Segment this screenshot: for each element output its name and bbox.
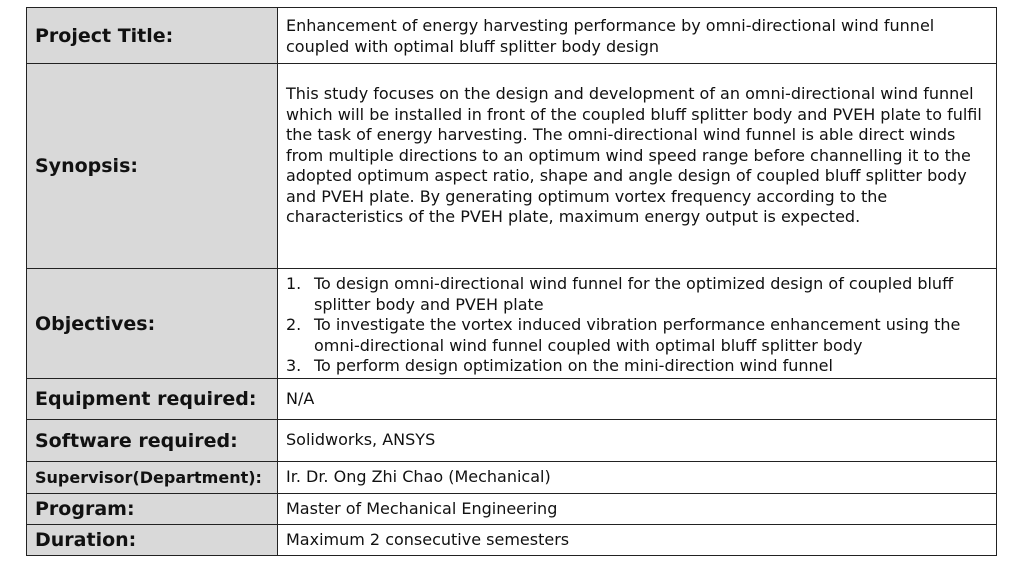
project-title-label: Project Title: [27,8,278,64]
objectives-value-cell [278,269,997,379]
software-value: Solidworks, ANSYS [278,420,997,462]
row-objectives [27,269,997,379]
synopsis-value-cell [278,64,997,269]
duration-label: Duration: [27,525,278,556]
program-label: Program: [27,494,278,525]
objectives-label: Objectives: [27,269,278,379]
objective-number: 2. [286,315,302,334]
equipment-label: Equipment required: [27,379,278,420]
synopsis-value: This study focuses on the design and development of an omni-directional wind funnel which will be installed in front of the coupled bluff splitter body and PVEH plate to fulfil the task of energy harvesting. The omni-directional wind funnel is able direct winds from multiple directions to an optimum wind speed range before channelling it to the adopted optimum aspect ratio, shape and angle design of coupled bluff splitter body and PVEH plate. By generating optimum vortex frequency according to the characteristics of the PVEH plate, maximum energy output is expected. [286,84,982,226]
row-synopsis [27,64,997,269]
objective-number: 3. [286,356,302,375]
software-label: Software required: [27,420,278,462]
objective-text: To investigate the vortex induced vibration performance enhancement using the omni-directional wind funnel coupled with optimal bluff splitter body [314,315,961,355]
objective-item [286,274,990,315]
row-program [27,494,997,525]
objectives-list [286,274,990,377]
objective-item [286,315,990,356]
duration-value: Maximum 2 consecutive semesters [278,525,997,556]
row-software [27,420,997,462]
row-equipment [27,379,997,420]
supervisor-label: Supervisor(Department): [27,462,278,494]
equipment-value: N/A [278,379,997,420]
objective-item [286,356,990,377]
program-value: Master of Mechanical Engineering [278,494,997,525]
synopsis-label: Synopsis: [27,64,278,269]
row-supervisor [27,462,997,494]
objective-number: 1. [286,274,302,293]
project-title-value: Enhancement of energy harvesting performance by omni-directional wind funnel coupled with optimal bluff splitter body design [286,16,935,56]
supervisor-value: Ir. Dr. Ong Zhi Chao (Mechanical) [278,462,997,494]
objective-text: To design omni-directional wind funnel for the optimized design of coupled bluff splitter body and PVEH plate [314,274,954,314]
objective-text: To perform design optimization on the mini-direction wind funnel [314,356,833,375]
project-title-value-cell [278,8,997,64]
row-duration [27,525,997,556]
row-project-title [27,8,997,64]
project-details-table [26,7,997,556]
